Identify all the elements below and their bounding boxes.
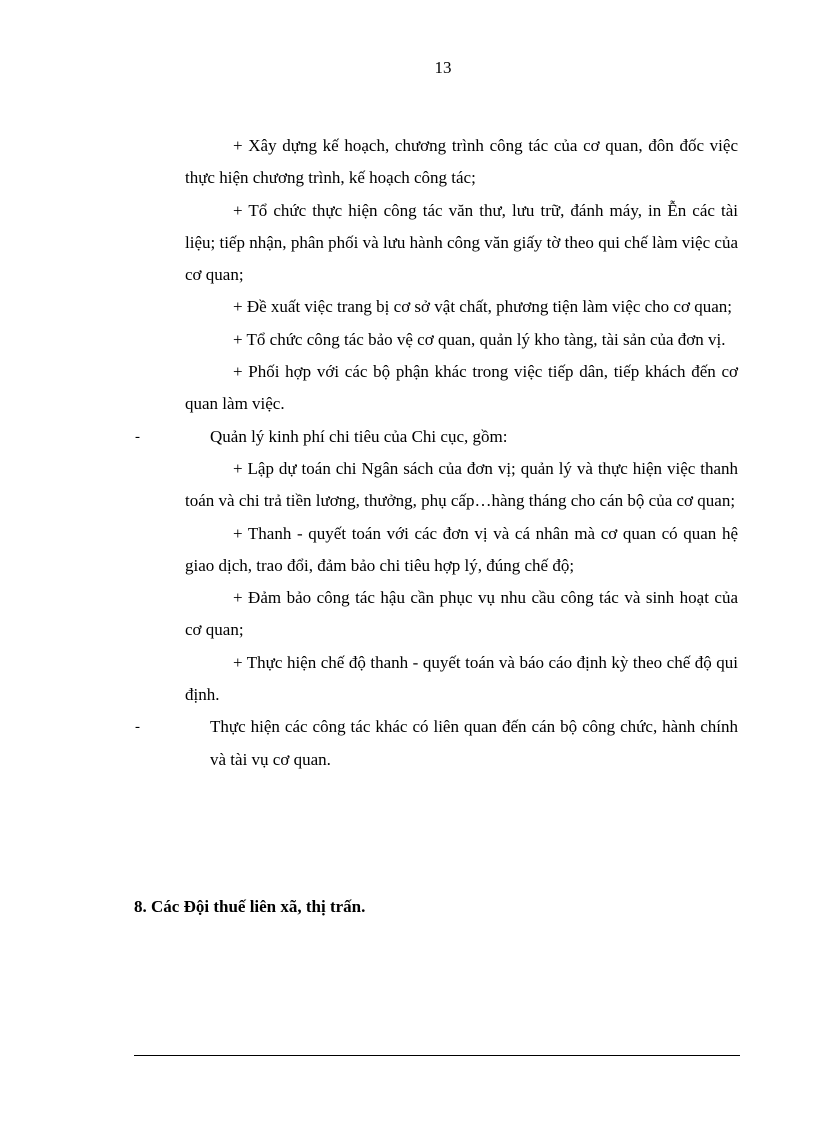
page-number: 13 xyxy=(434,58,452,77)
bullet-item xyxy=(135,421,738,453)
bullet-item xyxy=(135,711,738,776)
paragraph: + Xây dựng kế hoạch, chương trình công tác của cơ quan, đôn đốc việc thực hiện chương trình, kế hoạch công tác; xyxy=(185,136,738,188)
bullet-dash: - xyxy=(135,428,140,445)
paragraph: + Thực hiện chế độ thanh - quyết toán và báo cáo định kỳ theo chế độ qui định. xyxy=(185,652,738,705)
paragraph: + Tổ chức công tác bảo vệ cơ quan, quản lý kho tàng, tài sản của đơn vị. xyxy=(233,329,726,349)
bullet-dash: - xyxy=(135,719,140,736)
paragraph: + Đảm bảo công tác hậu cần phục vụ nhu cầu công tác và sinh hoạt của cơ quan; xyxy=(185,588,738,640)
paragraph: + Tổ chức thực hiện công tác văn thư, lưu trữ, đánh máy, in Ễn các tài liệu; tiếp nhận, phân phối và lưu hành công văn giấy tờ theo qui chế làm việc của cơ quan; xyxy=(185,200,738,285)
paragraph: + Đề xuất việc trang bị cơ sở vật chất, phương tiện làm việc cho cơ quan; xyxy=(233,297,732,317)
bullet-text: Quản lý kinh phí chi tiêu của Chi cục, gồm: xyxy=(210,426,508,446)
paragraph: + Thanh - quyết toán với các đơn vị và cá nhân mà cơ quan có quan hệ giao dịch, trao đổi, đảm bảo chi tiêu hợp lý, đúng chế độ; xyxy=(185,523,738,575)
footer-divider xyxy=(134,1055,740,1056)
section-heading: 8. Các Đội thuế liên xã, thị trấn. xyxy=(134,897,366,916)
paragraph: + Lập dự toán chi Ngân sách của đơn vị; quản lý và thực hiện việc thanh toán và chi trả tiền lương, thưởng, phụ cấp…hàng tháng cho cán bộ của cơ quan; xyxy=(185,458,738,511)
paragraph: + Phối hợp với các bộ phận khác trong việc tiếp dân, tiếp khách đến cơ quan làm việc. xyxy=(185,362,738,414)
body-text xyxy=(135,130,738,776)
bullet-text: Thực hiện các công tác khác có liên quan đến cán bộ công chức, hành chính và tài vụ cơ quan. xyxy=(210,717,738,769)
